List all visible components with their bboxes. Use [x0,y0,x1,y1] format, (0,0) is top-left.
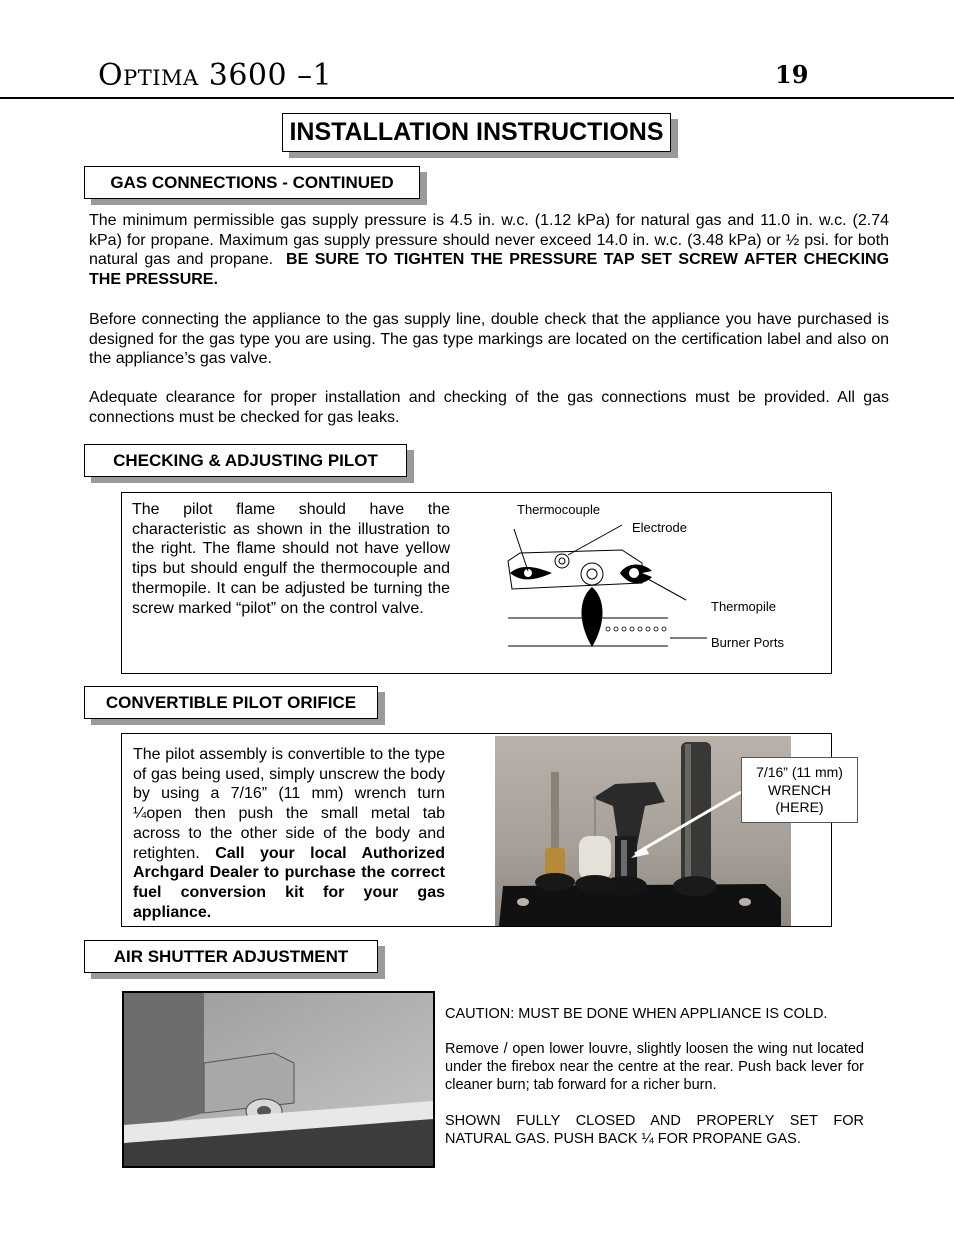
brass-fitting [545,848,565,876]
section-heading-air-shutter: AIR SHUTTER ADJUSTMENT [84,940,378,973]
pilot-frame [121,492,832,674]
orifice-text: The pilot assembly is convertible to the type of gas being used, simply unscrew the body by using a 7/16” (11 mm) wrench turn ¼open then push the small metal tab across to the other side of the body and retighten. [133,746,445,862]
electrode-ring [555,554,569,568]
section-heading-gas-connections: GAS CONNECTIONS - CONTINUED [84,166,420,199]
thermocouple-probe [551,772,559,852]
thermopile-leader [648,579,686,600]
header-rule [0,97,954,99]
left-panel [124,993,204,1133]
callout-line-2: WRENCH [768,781,831,798]
section-heading-orifice: CONVERTIBLE PILOT ORIFICE [84,686,378,719]
section-heading-pilot: CHECKING & ADJUSTING PILOT [84,444,407,477]
gas-type-paragraph: Before connecting the appliance to the gas supply line, double check that the appliance you have purchased is designed for the gas type you are using. The gas type markings are located on the certification label and also on the appliance’s gas valve. [89,311,889,368]
orifice-description [133,745,445,922]
burner-ports-dots [606,627,666,631]
gas-pressure-text: The minimum permissible gas supply pressure is 4.5 in. w.c. (1.12 kPa) for natural gas and 11.0 in. w.c. (2.74 kPa) for propane. Maximum gas supply pressure should never exceed 14.0 in. w.c. (3.48 kPa) or ½ psi. for both natural gas and propane. [89,212,889,269]
pilot-description: The pilot flame should have the characteristic as shown in the illustration to the right. The flame should not have yellow tips but should engulf the thermocouple and thermopile. It can be adjusted be turning the screw marked “pilot” on the control valve. [132,501,450,617]
electrode-insulator [579,836,611,880]
label-burner-ports: Burner Ports [711,635,784,650]
caution-text: CAUTION: MUST BE DONE WHEN APPLIANCE IS COLD. [445,1006,828,1022]
air-shutter-instructions: Remove / open lower louvre, slightly loosen the wing nut located under the firebox near the centre at the rear. Push back lever for cleaner burn; tab forward for a richer burn. [445,1041,864,1093]
gas-pressure-paragraph [89,211,889,289]
label-electrode: Electrode [632,520,687,535]
page-number: 19 [775,60,809,89]
wrench-callout [741,757,858,823]
document-title: Optima 3600 –1 [98,58,333,93]
orifice-frame [121,733,832,927]
label-thermocouple: Thermocouple [517,502,601,517]
pressure-tap-warning: BE SURE TO TIGHTEN THE PRESSURE TAP SET SCREW AFTER CHECKING THE PRESSURE. [89,251,890,288]
dealer-notice: Call your local Authorized Archgard Dealer to purchase the correct fuel conversion kit for your gas appliance. [133,844,445,921]
pilot-burner-head [581,563,603,585]
callout-line-1: 7/16” (11 mm) [756,764,843,780]
thermocouple-leader [514,529,528,571]
down-flame [582,587,603,647]
air-shutter-setting: SHOWN FULLY CLOSED AND PROPERLY SET FOR NATURAL GAS. PUSH BACK ¼ FOR PROPANE GAS. [445,1113,864,1147]
label-thermopile: Thermopile [711,599,777,614]
clearance-paragraph: Adequate clearance for proper installation and checking of the gas connections must be provided. All gas connections must be checked for gas leaks. [89,389,889,426]
callout-line-3: (HERE) [775,799,824,815]
main-heading: INSTALLATION INSTRUCTIONS [282,113,671,152]
air-shutter-photo [122,991,435,1168]
